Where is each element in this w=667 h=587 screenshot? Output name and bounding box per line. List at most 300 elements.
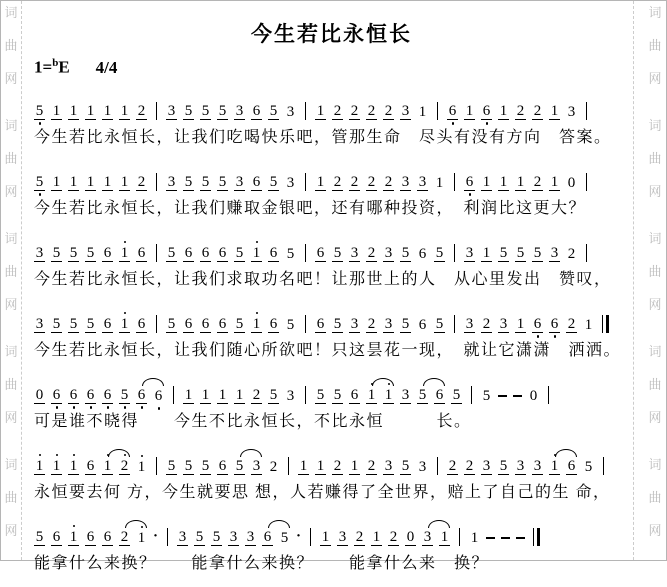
watermark-char: 网 <box>648 71 662 86</box>
slur-icon <box>125 520 147 528</box>
barline <box>603 457 604 475</box>
note: 6 <box>184 244 193 261</box>
barline <box>471 386 472 404</box>
note: 6 <box>269 244 278 261</box>
note: 3 <box>286 174 295 191</box>
note: 3 <box>338 528 347 545</box>
note: 6 <box>533 315 542 332</box>
augmentation-dot: · <box>296 527 302 544</box>
note: 6 <box>184 315 193 332</box>
note: 5 <box>184 457 193 474</box>
watermark-char: 网 <box>648 297 662 312</box>
note: 1 <box>499 173 508 190</box>
note: 3 <box>384 457 393 474</box>
note: 2 <box>516 102 525 119</box>
note: 6 <box>418 316 427 333</box>
music-line <box>34 232 629 262</box>
barline <box>156 102 157 120</box>
note: 2 <box>137 102 146 119</box>
note: 1 <box>252 315 261 332</box>
duration-dash <box>486 537 495 539</box>
watermark-char: 曲 <box>648 377 662 392</box>
note: 6 <box>154 387 163 404</box>
note: 1 <box>69 457 78 474</box>
note: 6 <box>262 529 273 546</box>
final-barline <box>602 315 609 333</box>
watermark-char: 曲 <box>648 151 662 166</box>
note: 1 <box>550 173 559 190</box>
note: 2 <box>465 457 474 474</box>
watermark-char: 曲 <box>4 264 18 279</box>
barline <box>156 315 157 333</box>
note: 6 <box>567 457 576 474</box>
sheet-content <box>34 1 629 587</box>
note: 1 <box>316 457 325 474</box>
note: 5 <box>499 244 508 261</box>
note: 5 <box>417 387 428 404</box>
barline <box>156 244 157 262</box>
note: 1 <box>550 102 559 119</box>
music-line <box>34 303 629 333</box>
song-title: 今生若比永恒长 <box>251 22 412 46</box>
watermark-group <box>647 116 663 215</box>
note: 1 <box>120 173 129 190</box>
note: 3 <box>286 387 295 404</box>
watermark-char: 网 <box>648 184 662 199</box>
lyrics-line: 今生若比永恒长，让我们赚取金银吧，还有哪种投资， 利润比这更大？ <box>34 199 587 217</box>
barline <box>586 244 587 262</box>
note: 6 <box>316 244 325 261</box>
barline <box>548 386 549 404</box>
note: 5 <box>269 102 278 119</box>
barline <box>305 386 306 404</box>
barline <box>459 528 460 546</box>
note: 5 <box>401 457 410 474</box>
note: 2 <box>137 173 146 190</box>
slur-icon <box>555 449 577 457</box>
note: 5 <box>167 457 176 474</box>
augmentation-dot: · <box>153 527 159 544</box>
lyrics-line: 能拿什么来换？ 能拿什么来换？ 能拿什么来 换？ <box>34 554 490 572</box>
note: 5 <box>201 457 210 474</box>
note: 6 <box>418 245 427 262</box>
note: 6 <box>252 102 261 119</box>
note: 5 <box>401 315 410 332</box>
note: 6 <box>103 315 112 332</box>
watermark-char: 网 <box>4 297 18 312</box>
note: 5 <box>499 457 508 474</box>
watermark-char: 曲 <box>648 490 662 505</box>
barline <box>586 173 587 191</box>
watermark-char: 网 <box>4 523 18 538</box>
note: 3 <box>350 315 359 332</box>
note: 1 <box>120 244 129 261</box>
note: 5 <box>218 102 227 119</box>
note: 2 <box>333 102 342 119</box>
watermark-left <box>3 3 19 560</box>
music-line <box>34 161 629 191</box>
note: 5 <box>167 315 176 332</box>
time-signature: 4/4 <box>95 57 118 77</box>
watermark-char: 网 <box>4 184 18 199</box>
note: 5 <box>35 173 44 190</box>
score-line <box>34 445 629 502</box>
barline <box>310 528 311 546</box>
note: 3 <box>246 528 255 545</box>
note: 1 <box>235 386 244 403</box>
barline <box>156 173 157 191</box>
note: 3 <box>35 244 44 261</box>
duration-dash <box>516 537 525 539</box>
dashed-divider-right <box>633 1 634 560</box>
dashed-divider-left <box>21 1 22 560</box>
note: 2 <box>119 529 130 546</box>
note: 2 <box>367 457 376 474</box>
note: 1 <box>69 528 78 545</box>
note: 2 <box>482 315 491 332</box>
note: 6 <box>550 315 559 332</box>
note: 1 <box>482 244 491 261</box>
note: 3 <box>252 457 261 474</box>
barline <box>156 457 157 475</box>
note: 5 <box>452 386 461 403</box>
barline <box>167 528 168 546</box>
note: 2 <box>389 528 398 545</box>
note: 1 <box>120 315 129 332</box>
note: 6 <box>86 386 95 403</box>
music-line <box>34 90 629 120</box>
note: 2 <box>533 102 542 119</box>
note: 1 <box>418 103 427 120</box>
note: 5 <box>533 244 542 261</box>
note: 6 <box>52 528 61 545</box>
duration-dash <box>498 395 507 397</box>
note: 5 <box>86 244 95 261</box>
flat-icon: b <box>52 57 59 69</box>
score-line <box>34 90 629 147</box>
note: 6 <box>86 457 95 474</box>
barline <box>173 386 174 404</box>
barline <box>305 315 306 333</box>
note: 2 <box>269 458 278 475</box>
note: 5 <box>286 245 295 262</box>
watermark-char: 曲 <box>4 38 18 53</box>
note: 1 <box>137 529 146 546</box>
note: 5 <box>269 386 278 403</box>
note: 6 <box>136 387 147 404</box>
note: 6 <box>52 386 61 403</box>
note: 3 <box>533 457 542 474</box>
music-line <box>34 374 629 404</box>
watermark-group <box>3 116 19 215</box>
note: 1 <box>549 458 560 475</box>
watermark-char: 网 <box>4 71 18 86</box>
note: 5 <box>201 102 210 119</box>
note: 1 <box>384 386 393 403</box>
watermark-char: 曲 <box>648 38 662 53</box>
note: 3 <box>418 458 427 475</box>
note: 3 <box>178 528 187 545</box>
note: 0 <box>406 528 415 545</box>
note: 3 <box>401 173 410 190</box>
note: 2 <box>367 173 376 190</box>
watermark-group <box>3 3 19 102</box>
note: 5 <box>401 244 410 261</box>
note: 2 <box>384 102 393 119</box>
note: 3 <box>465 244 474 261</box>
note: 5 <box>184 102 193 119</box>
note: 0 <box>35 386 44 403</box>
note: 2 <box>333 457 342 474</box>
note: 3 <box>235 173 244 190</box>
note: 1 <box>366 387 377 404</box>
note: 1 <box>103 173 112 190</box>
note: 5 <box>280 529 289 546</box>
note: 5 <box>269 173 278 190</box>
score-line <box>34 303 629 360</box>
duration-dash <box>513 395 522 397</box>
watermark-group <box>3 455 19 554</box>
watermark-char: 曲 <box>648 264 662 279</box>
note: 2 <box>333 173 342 190</box>
watermark-char: 网 <box>648 523 662 538</box>
note: 2 <box>120 457 129 474</box>
note: 1 <box>372 528 381 545</box>
note: 6 <box>218 315 227 332</box>
note: 3 <box>482 457 491 474</box>
barline <box>305 244 306 262</box>
note: 1 <box>435 174 444 191</box>
note: 5 <box>584 458 593 475</box>
note: 6 <box>201 244 210 261</box>
note: 6 <box>103 528 112 545</box>
watermark-char: 词 <box>4 457 18 472</box>
watermark-char: 词 <box>648 231 662 246</box>
note: 1 <box>86 173 95 190</box>
barline <box>454 244 455 262</box>
note: 2 <box>533 173 542 190</box>
note: 2 <box>355 528 364 545</box>
note: 5 <box>333 386 342 403</box>
note: 1 <box>103 102 112 119</box>
slur-icon <box>428 520 450 528</box>
note: 5 <box>482 387 491 404</box>
note: 2 <box>350 102 359 119</box>
barline <box>305 102 306 120</box>
note: 5 <box>69 244 78 261</box>
note: 2 <box>367 315 376 332</box>
note: 5 <box>286 316 295 333</box>
note: 5 <box>86 315 95 332</box>
note: 1 <box>499 102 508 119</box>
note: 3 <box>229 528 238 545</box>
watermark-char: 网 <box>648 410 662 425</box>
note: 3 <box>167 102 176 119</box>
note: 2 <box>252 386 261 403</box>
slur-icon <box>240 449 262 457</box>
note: 3 <box>499 315 508 332</box>
note: 6 <box>435 386 444 403</box>
slur-icon <box>372 378 394 386</box>
note: 3 <box>35 315 44 332</box>
note: 5 <box>218 173 227 190</box>
watermark-group <box>3 342 19 441</box>
note: 6 <box>201 315 210 332</box>
note: 6 <box>448 102 457 119</box>
note: 3 <box>286 103 295 120</box>
note: 1 <box>584 316 593 333</box>
note: 3 <box>567 103 576 120</box>
barline <box>288 457 289 475</box>
slur-icon <box>423 378 445 386</box>
note: 2 <box>567 245 576 262</box>
note: 6 <box>350 386 359 403</box>
note: 5 <box>435 244 444 261</box>
note: 1 <box>516 173 525 190</box>
barline <box>454 315 455 333</box>
score-line <box>34 516 629 573</box>
barline <box>437 457 438 475</box>
note: 1 <box>299 457 308 474</box>
note: 3 <box>422 529 433 546</box>
lyrics-line: 今生若比永恒长，让我们求取功名吧！让那世上的人 从心里发出 赞叹， <box>34 270 612 288</box>
note: 5 <box>69 315 78 332</box>
note: 1 <box>252 244 261 261</box>
note: 5 <box>333 244 342 261</box>
note: 1 <box>52 457 61 474</box>
note: 1 <box>516 315 525 332</box>
note: 6 <box>465 173 474 190</box>
lyrics-line: 今生若比永恒长，让我们吃喝快乐吧，管那生命 尽头有没有方向 答案。 <box>34 128 612 146</box>
note: 5 <box>435 315 444 332</box>
note: 6 <box>252 173 261 190</box>
watermark-char: 词 <box>4 231 18 246</box>
watermark-right <box>647 3 663 560</box>
barline <box>454 173 455 191</box>
note: 6 <box>69 386 78 403</box>
note: 1 <box>52 173 61 190</box>
note: 1 <box>218 386 227 403</box>
score-line <box>34 161 629 218</box>
note: 3 <box>550 244 559 261</box>
watermark-char: 词 <box>4 344 18 359</box>
note: 3 <box>465 315 474 332</box>
slur-icon <box>268 520 290 528</box>
note: 5 <box>52 244 61 261</box>
score-line <box>34 232 629 289</box>
lyrics-line: 今生若比永恒长，让我们随心所欲吧！只这昙花一现， 就让它潇潇 洒洒。 <box>34 341 622 359</box>
note: 1 <box>465 102 474 119</box>
watermark-char: 词 <box>648 344 662 359</box>
note: 5 <box>212 528 221 545</box>
note: 3 <box>167 173 176 190</box>
lyrics-line: 可是谁不晓得 今生不比永恒长，不比永恒 长。 <box>34 412 472 430</box>
watermark-group <box>647 455 663 554</box>
duration-dash <box>501 537 510 539</box>
note: 6 <box>218 244 227 261</box>
note: 3 <box>401 102 410 119</box>
note: 1 <box>52 102 61 119</box>
note: 2 <box>448 457 457 474</box>
music-line <box>34 445 629 475</box>
watermark-group <box>647 229 663 328</box>
note: 3 <box>401 386 410 403</box>
note: 1 <box>440 528 449 545</box>
note: 2 <box>350 173 359 190</box>
lyrics-line: 永恒要去何 方，今生就要思 想，人若赚得了全世界，赔上了自己的生 命， <box>34 483 611 501</box>
note: 6 <box>269 315 278 332</box>
key-prefix: 1= <box>34 57 53 77</box>
music-line <box>34 516 629 546</box>
watermark-char: 词 <box>648 118 662 133</box>
note: 1 <box>316 173 325 190</box>
note: 1 <box>35 457 44 474</box>
note: 2 <box>567 315 576 332</box>
watermark-char: 网 <box>4 410 18 425</box>
note: 0 <box>529 387 538 404</box>
watermark-group <box>647 342 663 441</box>
note: 1 <box>102 458 113 475</box>
note: 2 <box>384 173 393 190</box>
note: 1 <box>184 386 193 403</box>
note: 5 <box>35 102 44 119</box>
barline <box>586 102 587 120</box>
note: 6 <box>86 528 95 545</box>
watermark-group <box>3 229 19 328</box>
note: 3 <box>235 102 244 119</box>
score-line <box>34 374 629 431</box>
note: 1 <box>321 528 330 545</box>
watermark-char: 曲 <box>4 377 18 392</box>
watermark-char: 词 <box>4 118 18 133</box>
note: 2 <box>367 244 376 261</box>
note: 3 <box>418 173 427 190</box>
note: 5 <box>35 528 44 545</box>
key-signature <box>34 57 629 78</box>
note: 1 <box>120 102 129 119</box>
note: 5 <box>167 244 176 261</box>
note: 1 <box>69 102 78 119</box>
slur-icon <box>142 378 164 386</box>
final-barline <box>533 528 540 546</box>
watermark-char: 词 <box>648 5 662 20</box>
note: 5 <box>195 528 204 545</box>
note: 1 <box>482 173 491 190</box>
note: 5 <box>120 386 129 403</box>
note: 6 <box>482 102 491 119</box>
slur-icon <box>108 449 130 457</box>
note: 1 <box>470 529 479 546</box>
note: 5 <box>184 173 193 190</box>
barline <box>437 102 438 120</box>
watermark-char: 曲 <box>4 151 18 166</box>
note: 2 <box>367 102 376 119</box>
note: 0 <box>567 174 576 191</box>
note: 6 <box>137 315 146 332</box>
watermark-group <box>647 3 663 102</box>
note: 5 <box>201 173 210 190</box>
note: 6 <box>103 386 112 403</box>
watermark-char: 词 <box>648 457 662 472</box>
note: 5 <box>235 244 244 261</box>
note: 5 <box>234 458 245 475</box>
note: 1 <box>201 386 210 403</box>
barline <box>305 173 306 191</box>
watermark-char: 词 <box>4 5 18 20</box>
note: 6 <box>316 315 325 332</box>
note: 6 <box>137 244 146 261</box>
note: 3 <box>350 244 359 261</box>
